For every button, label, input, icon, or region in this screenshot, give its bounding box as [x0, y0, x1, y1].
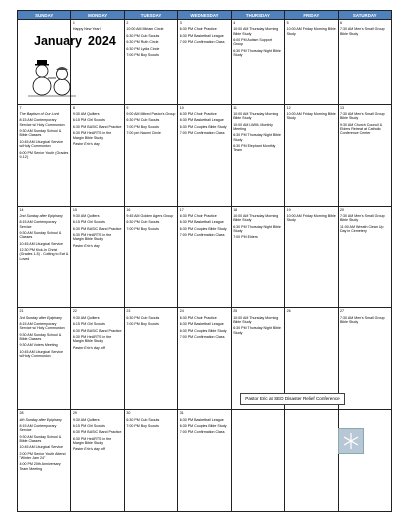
- day-number: 20: [340, 207, 345, 212]
- day-content: [18, 207, 70, 265]
- event-entry: 11:00 AM Wreath Clean Up Day in Cemetery: [340, 224, 384, 233]
- day-number: 19: [286, 207, 291, 212]
- event-entry: 8:15 AM Contemporary Service: [19, 220, 57, 229]
- day-content: [71, 207, 123, 252]
- day-cell: [231, 104, 284, 206]
- event-entry: 6:15 PM Girl Scouts: [72, 220, 105, 225]
- event-entry: 10:00 AM Friday Morning Bible Study: [286, 213, 336, 223]
- event-entry: 6:30 PM Cub Scouts: [126, 220, 160, 225]
- event-entry: 6:15 PM Girl Scouts: [72, 423, 105, 428]
- day-number: 22: [72, 309, 77, 314]
- day-cell: [285, 206, 338, 308]
- event-entry: 6:30 PM Couples Bible Study: [179, 226, 227, 231]
- liturgical-day-title: The Baptism of Our Lord: [19, 112, 59, 117]
- day-cell: [338, 308, 391, 410]
- day-number: 11: [233, 105, 237, 110]
- event-entry: 6:00 PM Senior Youth (Grades 9-12): [19, 150, 69, 159]
- event-entry: 7:00 PM Confirmation Class: [179, 131, 225, 136]
- event-entry: 2:00 PM Senior Youth Attend "Winter Jam 24": [19, 451, 66, 460]
- day-cell: [178, 104, 231, 206]
- year-title: 2024: [88, 34, 116, 48]
- event-entry: 6:15 PM Girl Scouts: [72, 118, 105, 123]
- day-number: 4: [233, 21, 236, 25]
- event-entry: Happy New Year!: [72, 27, 101, 32]
- day-content: [125, 105, 177, 139]
- event-entry: 6:30 PM BASIC Band Practice: [72, 226, 122, 231]
- day-content: [18, 308, 70, 361]
- day-cell: [71, 308, 124, 410]
- conference-banner: Pastor Eric at SED Disaster Relief Conference: [240, 393, 345, 405]
- event-entry: 12:30 PM Kick-In Christ (Grades 1-5) - Cutting to Eat & Loved: [19, 248, 69, 261]
- day-cell: [338, 206, 391, 308]
- event-entry: 9:30 AM Sunday School & Bible Classes: [19, 434, 62, 443]
- empty-day-cell: [338, 410, 391, 512]
- event-entry: 7:00 PM Confirmation Class: [179, 334, 225, 339]
- day-content: [232, 20, 284, 60]
- event-entry: 6:30 PM Lydia Circle: [126, 46, 160, 51]
- day-cell: [18, 104, 71, 206]
- event-entry: 6:30 PM Basketball League: [179, 220, 224, 225]
- event-entry: 10:45 AM Liturgical Service w/Holy Communion: [19, 139, 64, 149]
- day-cell: [178, 20, 231, 105]
- week-row: [18, 206, 392, 308]
- day-content: [125, 308, 177, 329]
- event-entry: 6:30 PM Choir Practice: [179, 27, 217, 32]
- weekday-saturday: SATURDAY: [338, 11, 391, 20]
- event-entry: 6:30 PM Choir Practice: [179, 213, 217, 218]
- event-entry: 7:30 AM Men's Small Group Bible Study: [340, 27, 385, 36]
- day-cell: [124, 104, 177, 206]
- event-entry: 9:30 AM Sunday School & Classes: [19, 230, 62, 240]
- day-content: [285, 308, 337, 316]
- day-cell: [178, 410, 231, 512]
- event-entry: 9:30 AM Sunday School & Bible Classes: [19, 332, 62, 342]
- event-entry: 7:00 pm Naomi Circle: [126, 131, 161, 136]
- event-entry: 8:15 AM Contemporary Service: [19, 423, 57, 433]
- event-entry: 10:00 AM LWML Monthly Meeting: [233, 122, 273, 132]
- day-number: 6: [340, 21, 343, 25]
- day-number: 26: [286, 309, 291, 314]
- day-cell: [285, 20, 338, 105]
- event-entry: 6:30 PM Thursday Night Bible Study: [233, 48, 281, 58]
- snowflake-icon: [338, 428, 364, 454]
- day-content: [339, 20, 391, 39]
- event-entry: 8:15 AM Contemporary Service w/ Holy Communion: [19, 118, 65, 127]
- event-entry: 9:00 AM Mitred Pastor's Group: [126, 112, 176, 117]
- event-entry: 7:00 PM Boy Scouts: [126, 226, 159, 231]
- event-entry: 9:30 AM Voters Meeting: [19, 343, 58, 348]
- event-entry: 9:30 AM Quilters: [72, 112, 100, 117]
- snowman-icon: [28, 56, 76, 98]
- event-entry: 7:00 PM Confirmation Class: [179, 233, 225, 238]
- event-entry: 6:30 PM BASIC Band Practice: [72, 328, 122, 333]
- day-number: 21: [19, 309, 24, 314]
- day-number: 14: [19, 207, 24, 212]
- empty-day-cell: [231, 410, 284, 512]
- event-entry: 7:30 AM Men's Small Group Bible Study: [340, 112, 385, 121]
- event-entry: 6:30 PM Basketball League: [179, 417, 224, 422]
- day-number: 27: [340, 309, 345, 314]
- event-entry: 6:30 PM Ruth Circle: [126, 40, 159, 45]
- empty-day-cell: [285, 410, 338, 512]
- day-cell: [231, 206, 284, 308]
- day-number: 9: [126, 105, 129, 110]
- day-cell: [71, 20, 124, 105]
- event-entry: 6:30 PM Basketball League: [179, 33, 224, 38]
- day-cell: [285, 104, 338, 206]
- event-entry: 9:30 AM Quilters: [72, 213, 100, 218]
- liturgical-day-title: 4th Sunday after Epiphany: [19, 417, 62, 422]
- day-number: 23: [126, 309, 131, 314]
- day-content: [18, 105, 70, 163]
- day-number: 31: [179, 411, 184, 416]
- event-entry: 6:30 PM BASIC Band Practice: [72, 430, 122, 435]
- event-entry: 6:30 PM Couples Bible Study: [179, 328, 227, 333]
- event-entry: 6:30 PM HeARTS in the Margin Bible Study: [72, 436, 112, 446]
- day-content: [125, 410, 177, 431]
- event-entry: 6:30 PM Cub Scouts: [126, 118, 160, 123]
- day-cell: [124, 410, 177, 512]
- event-entry: 6:30 PM Basketball League: [179, 118, 224, 123]
- event-entry: 4:00 PM 20th Anniversary Team Meeting: [19, 462, 61, 471]
- day-cell: [178, 308, 231, 410]
- day-content: [285, 105, 337, 124]
- day-cell: [124, 206, 177, 308]
- day-content: [232, 207, 284, 243]
- event-entry: 10:00 AM Friday Morning Bible Study: [286, 27, 336, 36]
- day-number: 5: [286, 21, 289, 25]
- day-cell: [231, 20, 284, 105]
- event-entry: 7:00 PM Elders: [233, 235, 258, 240]
- event-entry: Pastor Eric's day off: [72, 345, 105, 350]
- day-cell: [124, 20, 177, 105]
- event-entry: 7:00 PM Boy Scouts: [126, 322, 159, 327]
- event-entry: 6:00 PM Autism Support Group: [233, 38, 272, 47]
- event-entry: 6:30 PM Thursday Night Bible Study: [233, 326, 281, 335]
- day-content: [178, 410, 230, 438]
- day-number: 12: [286, 105, 291, 110]
- event-entry: 10:00 AM Thursday Morning Bible Study: [233, 27, 279, 36]
- day-number: 30: [126, 411, 131, 416]
- day-cell: [18, 206, 71, 308]
- day-cell: [124, 308, 177, 410]
- day-content: [178, 308, 230, 342]
- day-content: [71, 105, 123, 150]
- event-entry: 9:30 AM Sunday School & Bible Classes: [19, 129, 62, 138]
- event-entry: 10:00 AM Thursday Morning Bible Study: [233, 315, 279, 325]
- event-entry: 7:00 PM Boy Scouts: [126, 124, 159, 129]
- weekday-thursday: THURSDAY: [231, 11, 284, 20]
- weekday-header-row: [18, 11, 392, 20]
- event-entry: 6:30 PM Thursday Night Bible Study: [233, 224, 281, 233]
- day-number: 1: [72, 21, 75, 25]
- day-content: [71, 20, 123, 35]
- event-entry: 9:45 AM Golden Agers Group: [126, 213, 174, 218]
- week-row: [18, 410, 392, 512]
- day-content: [285, 20, 337, 39]
- day-content: [232, 105, 284, 156]
- event-entry: 10:45 AM Liturgical Service: [19, 241, 64, 246]
- event-entry: 7:00 PM Confirmation Class: [179, 430, 225, 435]
- event-entry: 6:30 PM Basketball League: [179, 322, 224, 327]
- day-content: [71, 410, 123, 455]
- event-entry: 9:30 AM Church Council & Elders Retreat at Catholic Conference Center: [340, 122, 383, 136]
- day-content: [178, 105, 230, 139]
- event-entry: 7:30 AM Men's Small Group Bible Study: [340, 213, 385, 223]
- day-cell: [18, 410, 71, 512]
- day-cell: [71, 206, 124, 308]
- day-number: 15: [72, 207, 77, 212]
- event-entry: 6:30 PM Couples Bible Study: [179, 423, 227, 428]
- weekday-tuesday: TUESDAY: [124, 11, 177, 20]
- day-content: [71, 308, 123, 353]
- event-entry: 7:00 PM Boy Scouts: [126, 52, 159, 57]
- day-number: 10: [179, 105, 184, 110]
- day-number: 2: [126, 21, 129, 25]
- event-entry: 6:30 PM HeARTS in the Margin Bible Study: [72, 233, 112, 242]
- day-content: [339, 308, 391, 327]
- day-cell: [71, 410, 124, 512]
- event-entry: 6:30 PM Elephant Monthly Team: [233, 144, 276, 153]
- event-entry: 10:00 AM Thursday Morning Bible Study: [233, 213, 279, 223]
- day-content: [178, 207, 230, 241]
- event-entry: 6:30 PM Cub Scouts: [126, 417, 160, 422]
- day-number: 8: [72, 105, 75, 110]
- day-content: [339, 207, 391, 237]
- event-entry: 6:30 PM HeARTS in the Margin Bible Study: [72, 334, 112, 344]
- weekday-friday: FRIDAY: [285, 11, 338, 20]
- day-number: 29: [72, 411, 77, 416]
- day-number: 25: [233, 309, 238, 314]
- day-number: 17: [179, 207, 184, 212]
- day-number: 18: [233, 207, 238, 212]
- day-number: 3: [179, 21, 182, 25]
- event-entry: 6:30 PM Thursday Night Bible Study: [233, 133, 281, 142]
- event-entry: 7:30 AM Men's Small Group Bible Study: [340, 315, 385, 325]
- day-content: [232, 308, 284, 338]
- event-entry: 6:30 PM BASIC Band Practice: [72, 124, 122, 129]
- event-entry: 10:45 AM Liturgical Service: [19, 445, 64, 450]
- event-entry: 6:30 PM Cub Scouts: [126, 33, 160, 38]
- event-entry: 6:30 PM Couples Bible Study: [179, 124, 227, 129]
- event-entry: 10:45 AM Liturgical Service w/Holy Communion: [19, 349, 64, 359]
- weekday-wednesday: WEDNESDAY: [178, 11, 231, 20]
- day-cell: [178, 206, 231, 308]
- event-entry: 6:30 PM Choir Practice: [179, 112, 217, 117]
- event-entry: Pastor Eric's day: [72, 141, 100, 146]
- day-content: [178, 20, 230, 48]
- liturgical-day-title: 3rd Sunday after Epiphany: [19, 315, 63, 320]
- event-entry: Pastor Eric's day off: [72, 447, 105, 452]
- day-content: [285, 207, 337, 226]
- day-cell: [18, 308, 71, 410]
- event-entry: Pastor Eric's day: [72, 243, 100, 248]
- event-entry: 6:30 PM Choir Practice: [179, 315, 217, 320]
- day-number: 13: [340, 105, 345, 110]
- weekday-monday: MONDAY: [71, 11, 124, 20]
- day-number: 24: [179, 309, 184, 314]
- event-entry: 10:00 AM Miriam Circle: [126, 27, 164, 32]
- event-entry: 6:30 PM HeARTS in the Margin Bible Study: [72, 131, 112, 140]
- day-cell: [71, 104, 124, 206]
- day-content: [339, 105, 391, 139]
- event-entry: 7:00 PM Confirmation Class: [179, 40, 225, 45]
- event-entry: 10:00 AM Thursday Morning Bible Study: [233, 112, 279, 121]
- day-number: 7: [19, 105, 22, 110]
- weekday-sunday: SUNDAY: [18, 11, 71, 20]
- week-row: [18, 104, 392, 206]
- event-entry: 9:30 AM Quilters: [72, 315, 100, 320]
- day-number: 16: [126, 207, 131, 212]
- day-content: [18, 410, 70, 474]
- event-entry: 8:15 AM Contemporary Service w/ Holy Communion: [19, 322, 65, 331]
- event-entry: 7:00 PM Boy Scouts: [126, 423, 159, 428]
- day-cell: [338, 20, 391, 105]
- event-entry: 6:15 PM Girl Scouts: [72, 322, 105, 327]
- day-content: [125, 207, 177, 235]
- day-cell: [338, 104, 391, 206]
- event-entry: 6:30 PM Cub Scouts: [126, 315, 160, 320]
- liturgical-day-title: 2nd Sunday after Epiphany: [19, 213, 63, 218]
- day-number: 28: [19, 411, 24, 416]
- month-title: January: [34, 34, 82, 48]
- day-content: [125, 20, 177, 60]
- event-entry: 9:30 AM Quilters: [72, 417, 100, 422]
- event-entry: 10:00 AM Friday Morning Bible Study: [286, 112, 336, 121]
